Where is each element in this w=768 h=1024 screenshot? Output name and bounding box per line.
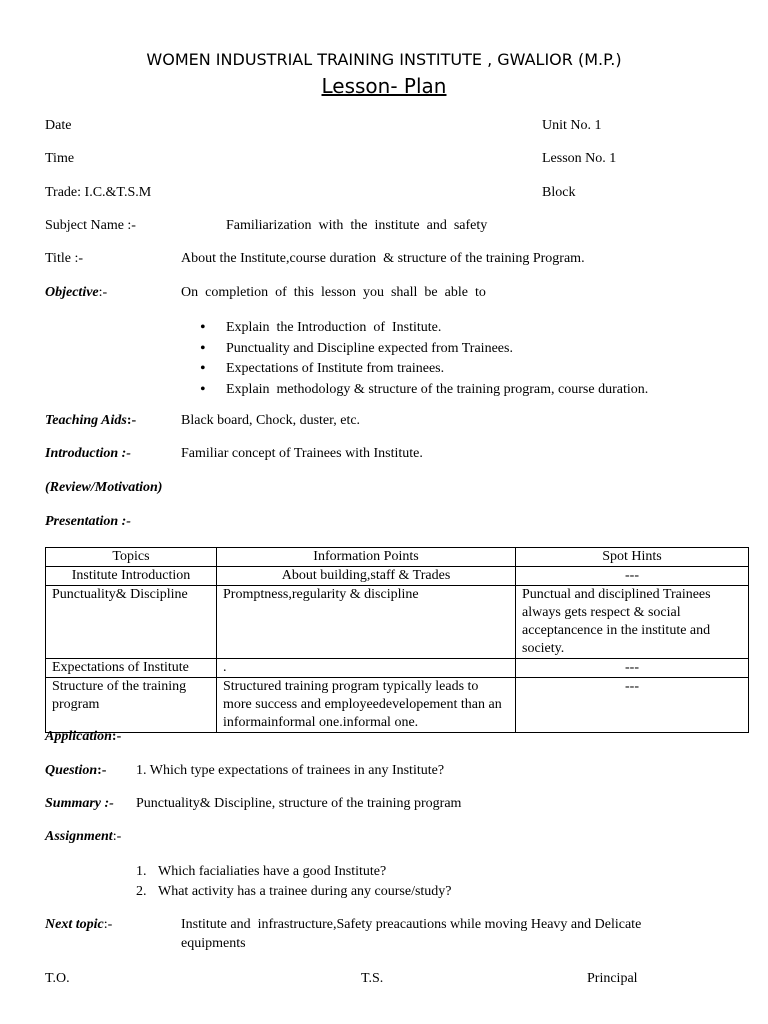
list-item — [184, 339, 648, 360]
teaching-aids-value: Black board, Chock, duster, etc. — [181, 413, 361, 428]
signature-to: T.O. — [45, 971, 70, 986]
signature-ts: T.S. — [361, 971, 384, 986]
objectives-list — [184, 318, 648, 400]
date-label: Date — [45, 118, 72, 133]
table-row — [46, 567, 749, 586]
table-cell: Structure of the training program — [46, 678, 217, 733]
table-row — [46, 659, 749, 678]
table-header-row — [46, 548, 749, 567]
next-topic-label-suffix: :- — [103, 917, 113, 932]
table-cell: Institute Introduction — [46, 567, 217, 586]
assignment-label-text: Assignment — [45, 829, 113, 844]
block-label: Block — [542, 185, 576, 200]
table-cell: --- — [516, 678, 749, 733]
objective-item-text: Explain the Introduction of Institute. — [226, 320, 442, 335]
table-cell: About building,staff & Trades — [217, 567, 516, 586]
table-cell: Promptness,regularity & discipline — [217, 586, 516, 659]
objective-label-suffix: :- — [98, 285, 108, 300]
list-item-text: Which facialiaties have a good Institute? — [158, 864, 387, 879]
signature-principal: Principal — [587, 971, 638, 986]
objective-value: On completion of this lesson you shall be able to — [181, 285, 486, 300]
column-header-topics: Topics — [46, 548, 217, 567]
list-item — [136, 862, 452, 882]
introduction-label: Introduction :- — [45, 446, 131, 461]
column-header-spot-hints: Spot Hints — [516, 548, 749, 567]
objective-label-text: Objective — [45, 285, 99, 300]
title-value: About the Institute,course duration & structure of the training Program. — [181, 251, 585, 266]
document-title: Lesson- Plan — [321, 74, 447, 98]
next-topic-line-1: Institute and infrastructure,Safety preacautions while moving Heavy and Delicate — [181, 917, 642, 932]
table-cell: --- — [516, 567, 749, 586]
objective-item-text: Punctuality and Discipline expected from Trainees. — [226, 340, 513, 356]
trade-label: Trade: I.C.&T.S.M — [45, 185, 152, 200]
application-label-text: Application — [45, 729, 112, 744]
application-label — [45, 729, 121, 745]
institute-title: WOMEN INDUSTRIAL TRAINING INSTITUTE , GWALIOR (M.P.) — [146, 50, 622, 69]
objective-item-text: Explain methodology & structure of the training program, course duration. — [226, 381, 649, 397]
list-item — [184, 359, 648, 380]
list-item-number: 1. — [136, 864, 147, 879]
review-label: (Review/Motivation) — [45, 480, 163, 495]
presentation-table — [45, 547, 749, 733]
presentation-label: Presentation :- — [45, 514, 131, 529]
list-item — [184, 318, 648, 339]
list-item-number: 2. — [136, 884, 147, 899]
assignment-list — [136, 862, 452, 902]
next-topic-label — [45, 917, 112, 933]
table-cell: --- — [516, 659, 749, 678]
application-label-suffix: :- — [111, 729, 122, 744]
time-label: Time — [45, 151, 75, 166]
objective-item-text: Expectations of Institute from trainees. — [226, 361, 445, 376]
table-cell: Punctual and disciplined Trainees always gets respect & social acceptancence in the institute and society. — [516, 586, 749, 659]
unit-number: Unit No. 1 — [542, 118, 602, 133]
table-cell: Structured training program typically leads to more success and employeedevelopement than an informainformal one.informal one. — [217, 678, 516, 733]
question-value: 1. Which type expectations of trainees in any Institute? — [136, 763, 445, 778]
summary-value: Punctuality& Discipline, structure of the training program — [136, 796, 462, 811]
list-item — [184, 380, 648, 401]
question-label — [45, 763, 106, 779]
table-row — [46, 586, 749, 659]
list-item-text: What activity has a trainee during any course/study? — [158, 884, 452, 899]
table-cell: . — [217, 659, 516, 678]
teaching-aids-label — [45, 413, 136, 429]
summary-label: Summary :- — [45, 796, 114, 811]
assignment-label — [45, 829, 121, 845]
table-cell: Punctuality& Discipline — [46, 586, 217, 659]
teaching-aids-label-text: Teaching Aids — [45, 413, 127, 428]
lesson-number: Lesson No. 1 — [542, 151, 617, 166]
title-label: Title :- — [45, 251, 83, 266]
subject-label: Subject Name :- — [45, 218, 136, 233]
question-label-suffix: :- — [97, 763, 107, 778]
table-row — [46, 678, 749, 733]
teaching-aids-label-suffix: :- — [126, 413, 137, 428]
next-topic-label-text: Next topic — [45, 917, 104, 932]
next-topic-line-2: equipments — [181, 936, 246, 951]
objective-label — [45, 285, 107, 301]
subject-value: Familiarization with the institute and safety — [226, 218, 488, 233]
list-item — [136, 882, 452, 902]
table-cell: Expectations of Institute — [46, 659, 217, 678]
assignment-label-suffix: :- — [112, 829, 122, 844]
question-label-text: Question — [45, 763, 98, 778]
column-header-information-points: Information Points — [217, 548, 516, 567]
introduction-value: Familiar concept of Trainees with Institute. — [181, 446, 423, 461]
